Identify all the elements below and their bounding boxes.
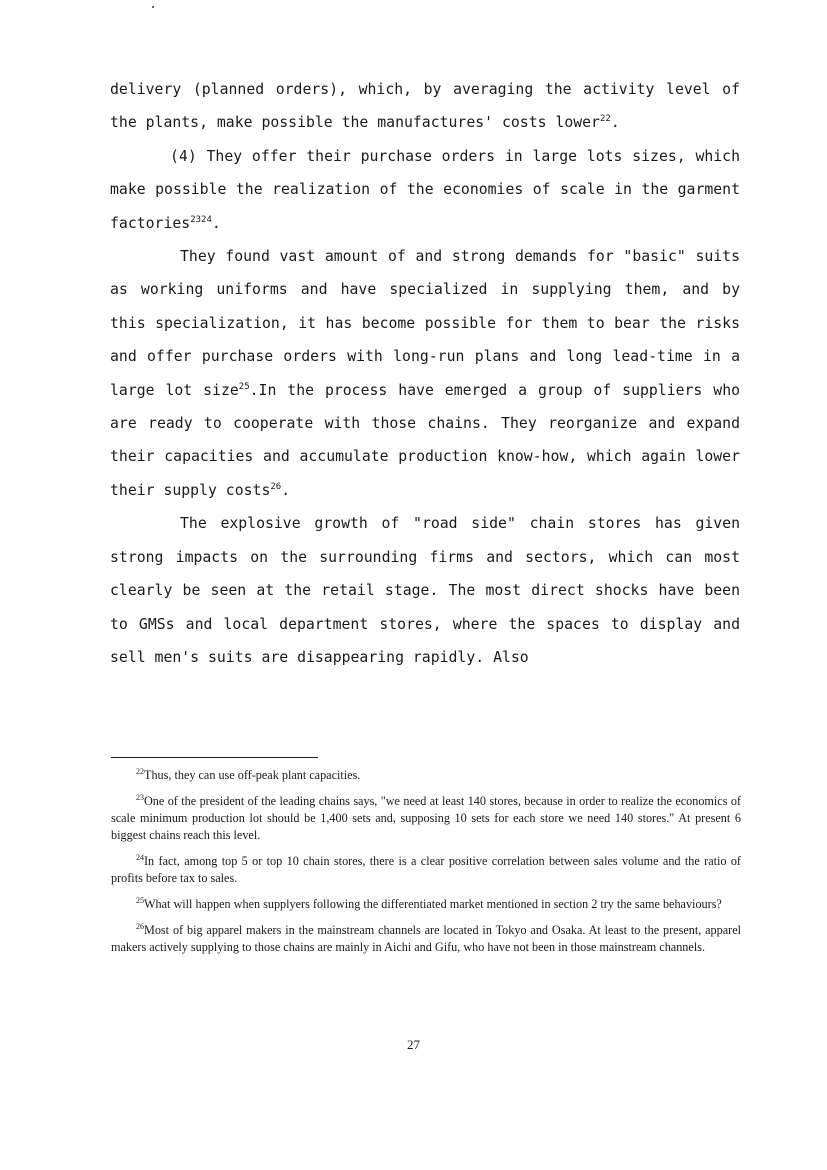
footnote-number: 24: [136, 853, 144, 862]
footnote-text: Most of big apparel makers in the mainstream channels are located in Tokyo and Osaka. At least to the present, apparel makers actively supplying to those chains are mainly in Aichi and Gifu, who have not been in those mainstream channels.: [111, 923, 741, 954]
footnote-text: In fact, among top 5 or top 10 chain stores, there is a clear positive correlation between sales volume and the ratio of profits before tax to sales.: [111, 854, 741, 885]
body-paragraph: [110, 240, 740, 507]
body-paragraph: [110, 140, 740, 240]
footnote-ref: 2324: [190, 214, 212, 225]
page-number: 27: [407, 1037, 420, 1052]
footnote-separator: [111, 757, 318, 758]
paragraph-text: They found vast amount of and strong demands for "basic" suits as working uniforms and have specialized in supplying them, and by this specialization, it has become possible for them to bear the risks and offer purchase orders with long-run plans and long lead-time in a large lot size: [110, 248, 740, 399]
footnote-ref: 25: [238, 381, 250, 392]
footnote-text: One of the president of the leading chains says, "we need at least 140 stores, because in order to realize the economics of scale minimum production lot should be 1,400 sets and, supposing 10 sets for each store we need 140 stores." At present 6 biggest chains reach this level.: [111, 794, 741, 842]
body-text: [110, 73, 740, 674]
paragraph-text: .: [281, 481, 291, 499]
footnote-ref: 22: [599, 114, 611, 125]
paragraph-text: .: [211, 214, 221, 232]
paragraph-text: The explosive growth of "road side" chain stores has given strong impacts on the surrounding firms and sectors, which can most clearly be seen at the retail stage. The most direct shocks have been to GMSs and local department stores, where the spaces to display and sell men's suits are disappearing rapidly. Also: [110, 515, 740, 666]
paragraph-text: (4) They offer their purchase orders in large lots sizes, which make possible the realization of the economies of scale in the garment factories: [110, 147, 740, 232]
footnote-ref: 26: [270, 481, 282, 492]
footnote: [111, 793, 741, 844]
footnote-number: 25: [136, 896, 144, 905]
footnote-text: What will happen when supplyers following the differentiated market mentioned in section 2 try the same behaviours?: [144, 897, 722, 911]
footnote: [111, 922, 741, 956]
footnote: [111, 767, 741, 784]
paragraph-text: .: [610, 114, 620, 132]
footnote: [111, 896, 741, 913]
scan-speck: [152, 6, 154, 8]
paragraph-text: .In the process have emerged a group of suppliers who are ready to cooperate with those chains. They reorganize and expand their capacities and accumulate production know-how, which again lower their supply costs: [110, 381, 741, 499]
footnotes: [111, 767, 741, 965]
footnote-number: 23: [136, 793, 144, 802]
body-paragraph: [110, 73, 740, 140]
footnote-number: 22: [136, 767, 144, 776]
footnote-text: Thus, they can use off-peak plant capacities.: [144, 768, 361, 782]
footnote-number: 26: [136, 922, 144, 931]
footnote: [111, 853, 741, 887]
paragraph-text: delivery (planned orders), which, by averaging the activity level of the plants, make possible the manufactures' costs lower: [110, 81, 740, 132]
body-paragraph: [110, 507, 740, 674]
